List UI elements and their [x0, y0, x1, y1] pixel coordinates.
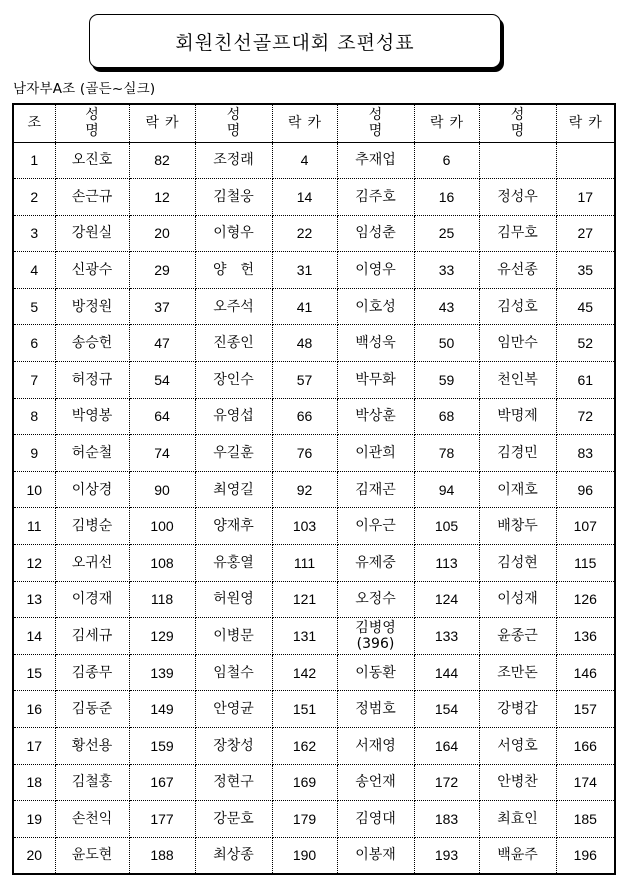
cell-player-name: 박영봉	[55, 398, 129, 435]
cell-player-name: 임성춘	[337, 215, 414, 252]
cell-locker-number	[556, 142, 615, 179]
cell-player-name: 천인복	[479, 362, 556, 399]
cell-group-number: 4	[13, 252, 55, 289]
cell-group-number: 12	[13, 545, 55, 582]
cell-player-name: 강문호	[195, 801, 272, 838]
cell-player-name: 김영대	[337, 801, 414, 838]
cell-locker-number: 177	[129, 801, 195, 838]
cell-player-name: 이경재	[55, 581, 129, 618]
cell-player-name: 박명제	[479, 398, 556, 435]
cell-player-name: 오진호	[55, 142, 129, 179]
cell-locker-number: 61	[556, 362, 615, 399]
cell-locker-number: 115	[556, 545, 615, 582]
cell-locker-number: 16	[414, 179, 479, 216]
cell-locker-number: 94	[414, 471, 479, 508]
cell-locker-number: 100	[129, 508, 195, 545]
table-row	[13, 471, 615, 508]
cell-player-name: 김성호	[479, 288, 556, 325]
cell-player-name: 김철홍	[55, 764, 129, 801]
cell-locker-number: 20	[129, 215, 195, 252]
cell-player-name: 강병갑	[479, 691, 556, 728]
cell-player-name: 최효인	[479, 801, 556, 838]
header-locker: 락카	[129, 104, 195, 142]
cell-group-number: 13	[13, 581, 55, 618]
table-row	[13, 764, 615, 801]
cell-player-name: 임만수	[479, 325, 556, 362]
table-row	[13, 508, 615, 545]
cell-locker-number: 111	[272, 545, 337, 582]
cell-locker-number: 66	[272, 398, 337, 435]
cell-player-name: 이성재	[479, 581, 556, 618]
cell-locker-number: 118	[129, 581, 195, 618]
cell-locker-number: 144	[414, 654, 479, 691]
cell-player-name: 정현구	[195, 764, 272, 801]
table-row	[13, 142, 615, 179]
header-name: 성 명	[195, 104, 272, 142]
cell-locker-number: 76	[272, 435, 337, 472]
cell-locker-number: 14	[272, 179, 337, 216]
cell-locker-number: 121	[272, 581, 337, 618]
table-row	[13, 801, 615, 838]
cell-group-number: 2	[13, 179, 55, 216]
cell-group-number: 8	[13, 398, 55, 435]
cell-player-name: 안영균	[195, 691, 272, 728]
header-group: 조	[13, 104, 55, 142]
cell-player-name: 송언재	[337, 764, 414, 801]
cell-locker-number: 96	[556, 471, 615, 508]
cell-player-name: 손천익	[55, 801, 129, 838]
table-row	[13, 252, 615, 289]
cell-player-name: 이상경	[55, 471, 129, 508]
cell-group-number: 14	[13, 618, 55, 655]
table-row	[13, 362, 615, 399]
cell-locker-number: 107	[556, 508, 615, 545]
header-locker: 락카	[272, 104, 337, 142]
cell-player-name: 조만돈	[479, 654, 556, 691]
cell-locker-number: 129	[129, 618, 195, 655]
cell-locker-number: 41	[272, 288, 337, 325]
cell-group-number: 6	[13, 325, 55, 362]
cell-locker-number: 167	[129, 764, 195, 801]
cell-locker-number: 188	[129, 837, 195, 874]
cell-player-name: 김무호	[479, 215, 556, 252]
cell-player-name: 김주호	[337, 179, 414, 216]
cell-player-name: 조정래	[195, 142, 272, 179]
cell-player-name: 유영섭	[195, 398, 272, 435]
cell-player-name: 이재호	[479, 471, 556, 508]
cell-locker-number: 90	[129, 471, 195, 508]
cell-player-name: 김철웅	[195, 179, 272, 216]
cell-player-name: 양재후	[195, 508, 272, 545]
cell-locker-number: 35	[556, 252, 615, 289]
cell-locker-number: 37	[129, 288, 195, 325]
cell-group-number: 10	[13, 471, 55, 508]
cell-locker-number: 33	[414, 252, 479, 289]
cell-player-name: 강원실	[55, 215, 129, 252]
table-row	[13, 618, 615, 655]
cell-player-name: 윤도현	[55, 837, 129, 874]
cell-locker-number: 133	[414, 618, 479, 655]
cell-locker-number: 6	[414, 142, 479, 179]
cell-locker-number: 154	[414, 691, 479, 728]
cell-locker-number: 146	[556, 654, 615, 691]
cell-player-name: 최상종	[195, 837, 272, 874]
cell-locker-number: 151	[272, 691, 337, 728]
cell-player-name: 김종무	[55, 654, 129, 691]
cell-locker-number: 139	[129, 654, 195, 691]
cell-locker-number: 92	[272, 471, 337, 508]
cell-locker-number: 162	[272, 728, 337, 765]
cell-player-name: 유홍열	[195, 545, 272, 582]
cell-locker-number: 57	[272, 362, 337, 399]
header-name: 성 명	[55, 104, 129, 142]
cell-locker-number: 169	[272, 764, 337, 801]
cell-player-name: 황선용	[55, 728, 129, 765]
cell-player-name: 김병영 (396)	[337, 618, 414, 655]
cell-player-name: 장창성	[195, 728, 272, 765]
table-row	[13, 325, 615, 362]
header-name: 성 명	[479, 104, 556, 142]
cell-player-name: 백성욱	[337, 325, 414, 362]
title-box	[89, 14, 501, 68]
cell-locker-number: 108	[129, 545, 195, 582]
cell-locker-number: 172	[414, 764, 479, 801]
cell-player-name: 안병찬	[479, 764, 556, 801]
cell-locker-number: 27	[556, 215, 615, 252]
cell-locker-number: 190	[272, 837, 337, 874]
cell-player-name: 정범호	[337, 691, 414, 728]
cell-locker-number: 72	[556, 398, 615, 435]
cell-locker-number: 179	[272, 801, 337, 838]
cell-player-name: 윤종근	[479, 618, 556, 655]
cell-locker-number: 164	[414, 728, 479, 765]
cell-group-number: 18	[13, 764, 55, 801]
cell-player-name: 이봉재	[337, 837, 414, 874]
cell-player-name: 이병문	[195, 618, 272, 655]
cell-locker-number: 105	[414, 508, 479, 545]
page-title: 회원친선골프대회 조편성표	[175, 31, 415, 54]
cell-locker-number: 196	[556, 837, 615, 874]
cell-player-name: 방정원	[55, 288, 129, 325]
cell-locker-number: 43	[414, 288, 479, 325]
cell-locker-number: 68	[414, 398, 479, 435]
table-row	[13, 215, 615, 252]
cell-locker-number: 136	[556, 618, 615, 655]
cell-locker-number: 17	[556, 179, 615, 216]
header-locker: 락카	[414, 104, 479, 142]
cell-locker-number: 142	[272, 654, 337, 691]
table-row	[13, 179, 615, 216]
cell-group-number: 3	[13, 215, 55, 252]
cell-player-name: 손근규	[55, 179, 129, 216]
cell-player-name: 김병순	[55, 508, 129, 545]
header-name: 성 명	[337, 104, 414, 142]
group-subtitle: 남자부A조 (골든~실크)	[13, 81, 156, 97]
cell-player-name: 이영우	[337, 252, 414, 289]
cell-player-name: 유제중	[337, 545, 414, 582]
cell-player-name: 임철수	[195, 654, 272, 691]
cell-locker-number: 45	[556, 288, 615, 325]
cell-locker-number: 174	[556, 764, 615, 801]
cell-player-name: 장인수	[195, 362, 272, 399]
cell-group-number: 11	[13, 508, 55, 545]
cell-locker-number: 31	[272, 252, 337, 289]
cell-player-name: 진종인	[195, 325, 272, 362]
cell-player-name: 오정수	[337, 581, 414, 618]
cell-locker-number: 74	[129, 435, 195, 472]
cell-locker-number: 50	[414, 325, 479, 362]
table-row	[13, 728, 615, 765]
cell-player-name: 김세규	[55, 618, 129, 655]
cell-group-number: 5	[13, 288, 55, 325]
cell-group-number: 16	[13, 691, 55, 728]
cell-player-name: 백윤주	[479, 837, 556, 874]
cell-player-name: 신광수	[55, 252, 129, 289]
cell-locker-number: 54	[129, 362, 195, 399]
cell-player-name: 이형우	[195, 215, 272, 252]
cell-player-name: 추재업	[337, 142, 414, 179]
cell-locker-number: 183	[414, 801, 479, 838]
cell-player-name: 양 헌	[195, 252, 272, 289]
cell-locker-number: 22	[272, 215, 337, 252]
cell-player-name: 이동환	[337, 654, 414, 691]
cell-player-name: 이관희	[337, 435, 414, 472]
header-locker: 락카	[556, 104, 615, 142]
cell-locker-number: 12	[129, 179, 195, 216]
cell-locker-number: 157	[556, 691, 615, 728]
cell-player-name: 오주석	[195, 288, 272, 325]
cell-group-number: 9	[13, 435, 55, 472]
table-row	[13, 545, 615, 582]
cell-player-name: 김재곤	[337, 471, 414, 508]
table-row	[13, 288, 615, 325]
cell-player-name: 허정규	[55, 362, 129, 399]
cell-player-name: 서영호	[479, 728, 556, 765]
table-row	[13, 435, 615, 472]
cell-locker-number: 29	[129, 252, 195, 289]
cell-locker-number: 59	[414, 362, 479, 399]
cell-locker-number: 78	[414, 435, 479, 472]
table-row	[13, 398, 615, 435]
cell-player-name: 우길훈	[195, 435, 272, 472]
cell-locker-number: 25	[414, 215, 479, 252]
cell-locker-number: 47	[129, 325, 195, 362]
table-row	[13, 837, 615, 874]
cell-group-number: 19	[13, 801, 55, 838]
cell-locker-number: 193	[414, 837, 479, 874]
cell-group-number: 1	[13, 142, 55, 179]
cell-locker-number: 126	[556, 581, 615, 618]
table-row	[13, 654, 615, 691]
cell-player-name: 오귀선	[55, 545, 129, 582]
cell-locker-number: 103	[272, 508, 337, 545]
cell-locker-number: 64	[129, 398, 195, 435]
cell-locker-number: 48	[272, 325, 337, 362]
cell-locker-number: 113	[414, 545, 479, 582]
cell-player-name: 허원영	[195, 581, 272, 618]
cell-locker-number: 52	[556, 325, 615, 362]
cell-group-number: 15	[13, 654, 55, 691]
cell-locker-number: 166	[556, 728, 615, 765]
cell-player-name: 유선종	[479, 252, 556, 289]
group-table	[12, 103, 616, 875]
cell-group-number: 7	[13, 362, 55, 399]
cell-player-name: 배창두	[479, 508, 556, 545]
cell-locker-number: 149	[129, 691, 195, 728]
cell-locker-number: 131	[272, 618, 337, 655]
cell-group-number: 20	[13, 837, 55, 874]
table-body	[13, 142, 615, 874]
cell-locker-number: 4	[272, 142, 337, 179]
cell-player-name: 송승헌	[55, 325, 129, 362]
cell-player-name: 김성현	[479, 545, 556, 582]
cell-player-name: 박상훈	[337, 398, 414, 435]
cell-player-name: 김동준	[55, 691, 129, 728]
cell-locker-number: 185	[556, 801, 615, 838]
cell-player-name: 서재영	[337, 728, 414, 765]
cell-player-name	[479, 142, 556, 179]
cell-player-name: 이우근	[337, 508, 414, 545]
cell-locker-number: 159	[129, 728, 195, 765]
cell-player-name: 최영길	[195, 471, 272, 508]
cell-locker-number: 83	[556, 435, 615, 472]
cell-player-name: 김경민	[479, 435, 556, 472]
cell-locker-number: 124	[414, 581, 479, 618]
cell-player-name: 박무화	[337, 362, 414, 399]
table-row	[13, 581, 615, 618]
table-row	[13, 691, 615, 728]
cell-group-number: 17	[13, 728, 55, 765]
cell-player-name: 이호성	[337, 288, 414, 325]
cell-locker-number: 82	[129, 142, 195, 179]
cell-player-name: 허순철	[55, 435, 129, 472]
cell-player-name: 정성우	[479, 179, 556, 216]
table-header-row	[13, 104, 615, 142]
